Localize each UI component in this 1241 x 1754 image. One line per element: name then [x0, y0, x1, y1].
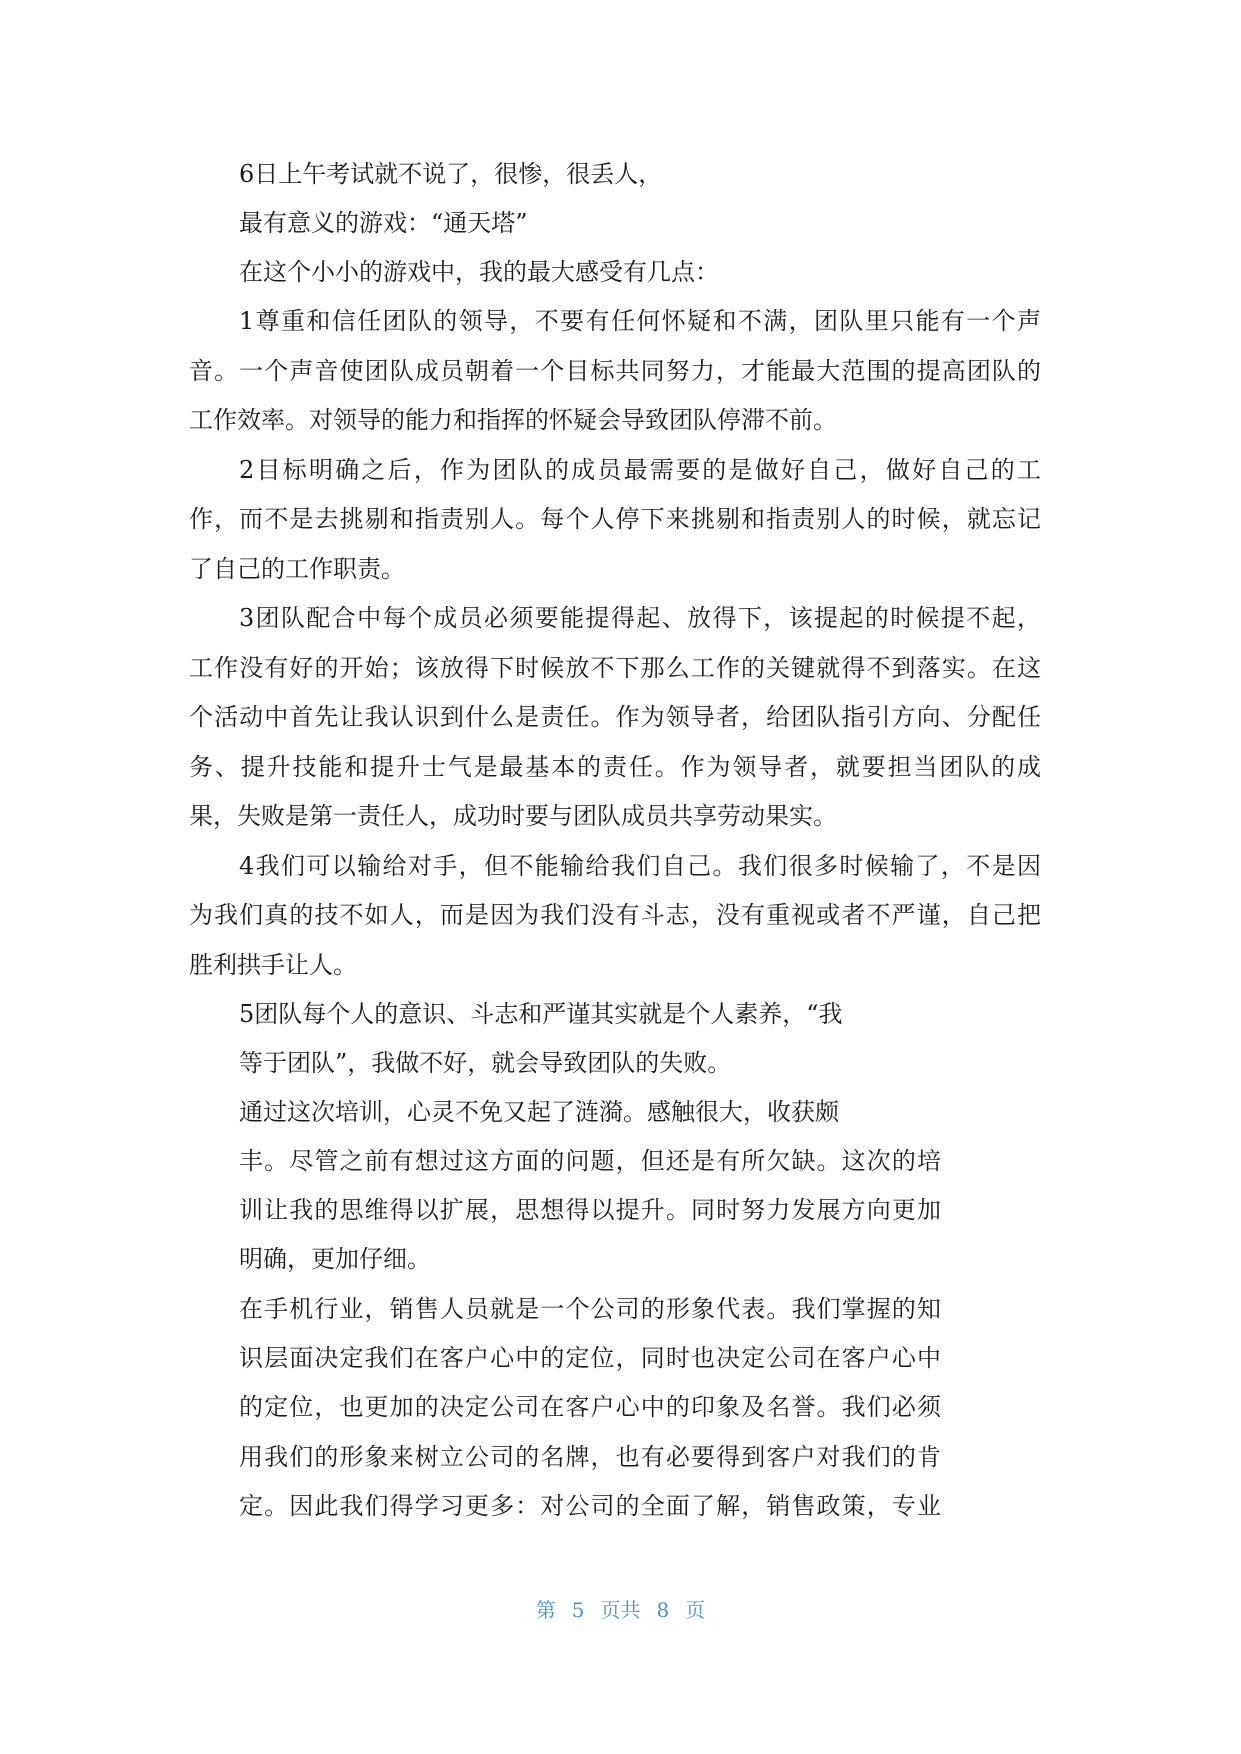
footer-suffix: 页	[685, 1598, 706, 1622]
text-line: 1尊重和信任团队的领导，不要有任何怀疑和不满，团队里只能有一个声	[239, 307, 1041, 335]
text-line: 个活动中首先让我认识到什么是责任。作为领导者，给团队指引方向、分配任	[189, 703, 1041, 731]
text-line: 务、提升技能和提升士气是最基本的责任。作为领导者，就要担当团队的成	[189, 753, 1041, 781]
text-line: 通过这次培训，心灵不免又起了涟漪。感触很大，收获颇	[239, 1098, 839, 1126]
text-line: 工作没有好的开始；该放得下时候放不下那么工作的关键就得不到落实。在这	[189, 654, 1041, 682]
text-line: 果，失败是第一责任人，成功时要与团队成员共享劳动果实。	[189, 802, 837, 830]
text-line: 2目标明确之后，作为团队的成员最需要的是做好自己，做好自己的工	[239, 456, 1041, 484]
text-line: 了自己的工作职责。	[189, 555, 405, 583]
text-line: 作，而不是去挑剔和指责别人。每个人停下来挑剔和指责别人的时候，就忘记	[189, 505, 1041, 533]
text-line: 丰。尽管之前有想过这方面的问题，但还是有所欠缺。这次的培	[239, 1147, 941, 1175]
page-footer	[0, 1596, 1241, 1624]
text-line: 识层面决定我们在客户心中的定位，同时也决定公司在客户心中	[239, 1344, 941, 1372]
text-line: 定。因此我们得学习更多：对公司的全面了解，销售政策，专业	[239, 1492, 941, 1520]
footer-middle: 页共	[600, 1598, 641, 1622]
text-line: 用我们的形象来树立公司的名牌，也有必要得到客户对我们的肯	[239, 1443, 941, 1471]
text-line: 在手机行业，销售人员就是一个公司的形象代表。我们掌握的知	[239, 1295, 941, 1323]
footer-total-pages: 8	[656, 1598, 670, 1622]
text-line: 在这个小小的游戏中，我的最大感受有几点：	[239, 258, 719, 286]
text-line: 6日上午考试就不说了，很惨，很丢人，	[239, 160, 663, 188]
text-line: 为我们真的技不如人，而是因为我们没有斗志，没有重视或者不严谨，自己把	[189, 901, 1041, 929]
text-line: 4我们可以输给对手，但不能输给我们自己。我们很多时候输了，不是因	[239, 852, 1041, 880]
text-line: 明确，更加仔细。	[239, 1245, 431, 1273]
text-line: 训让我的思维得以扩展，思想得以提升。同时努力发展方向更加	[239, 1196, 941, 1224]
text-line: 音。一个声音使团队成员朝着一个目标共同努力，才能最大范围的提高团队的	[189, 357, 1041, 385]
footer-prefix: 第	[535, 1598, 556, 1622]
footer-page-number: 5	[571, 1598, 585, 1622]
text-line: 的定位，也更加的决定公司在客户心中的印象及名誉。我们必须	[239, 1393, 941, 1421]
text-line: 工作效率。对领导的能力和指挥的怀疑会导致团队停滞不前。	[189, 406, 837, 434]
text-line: 5团队每个人的意识、斗志和严谨其实就是个人素养，“我	[239, 1000, 843, 1028]
text-line: 等于团队”，我做不好，就会导致团队的失败。	[239, 1049, 732, 1077]
text-line: 胜利拱手让人。	[189, 951, 357, 979]
text-line: 3团队配合中每个成员必须要能提得起、放得下，该提起的时候提不起，	[239, 604, 1041, 632]
text-line: 最有意义的游戏：“通天塔”	[239, 209, 528, 237]
